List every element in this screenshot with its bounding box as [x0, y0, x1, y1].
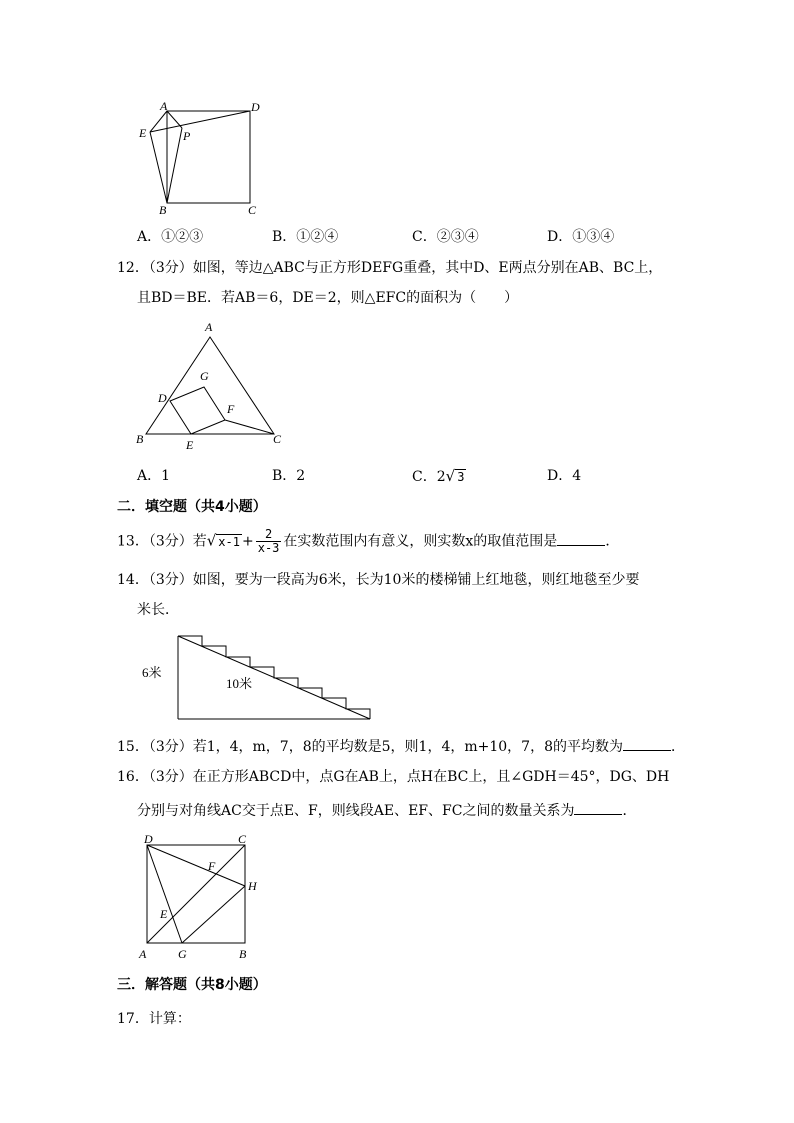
- q12-option-c-prefix: C．: [412, 469, 437, 485]
- fig16-label-f: F: [208, 859, 216, 873]
- q13-line: [117, 528, 619, 555]
- q15-end: ．: [670, 739, 685, 755]
- section-3-heading: 三．解答题（共8小题）: [117, 977, 267, 993]
- q13-fraction: [256, 528, 282, 555]
- answer-blank: [557, 531, 605, 546]
- q12-option-a: A．1: [137, 468, 171, 484]
- q12-option-d: D．4: [547, 468, 582, 484]
- q16-line-2: [137, 800, 636, 821]
- figure-q12-triangle-square: [130, 315, 290, 455]
- q13-prefix: 13．（3分）若: [117, 533, 207, 550]
- fig12-label-g: G: [200, 369, 209, 383]
- q13-frac-denominator: x-3: [257, 541, 280, 555]
- fig16-label-d: D: [144, 832, 153, 846]
- q16-line-1: 16．（3分）在正方形ABCD中，点G在AB上，点H在BC上，且∠GDH＝45°，DG、DH: [117, 769, 670, 785]
- fig16-label-a: A: [139, 947, 147, 961]
- fig12-label-c: C: [273, 432, 282, 446]
- q11-option-a: A．①②③: [137, 229, 204, 245]
- q12-line-1: 12．（3分）如图，等边△ABC与正方形DEFG重叠，其中D、E两点分别在AB、BC上，: [117, 260, 663, 276]
- q13-frac-numerator: 2: [256, 528, 282, 542]
- q15-text: 15．（3分）若1，4，m，7，8的平均数是5，则1，4，m+10，7，8的平均数为: [117, 739, 623, 755]
- q14-line-1: 14．（3分）如图，要为一段高为6米，长为10米的楼梯铺上红地毯，则红地毯至少要: [117, 572, 640, 588]
- fig12-label-a: A: [205, 320, 213, 334]
- q13-end: ．: [605, 533, 620, 550]
- fig11-label-c: C: [248, 203, 257, 217]
- fig12-label-d: D: [158, 391, 167, 405]
- q12-line-2: 且BD＝BE．若AB＝6，DE＝2，则△EFC的面积为（ ）: [137, 290, 519, 306]
- fig16-label-b: B: [239, 947, 247, 961]
- radical-sign-icon: √: [445, 467, 456, 485]
- figure-q11-square-abcd: [130, 96, 270, 220]
- fig16-label-g: G: [178, 947, 187, 961]
- q16-line-2-text: 分别与对角线AC交于点E、F，则线段AE、EF、FC之间的数量关系为: [137, 803, 575, 819]
- radical-sign-icon: √: [206, 531, 217, 550]
- section-2-heading: 二．填空题（共4小题）: [117, 499, 267, 515]
- q11-option-b: B．①②④: [272, 229, 339, 245]
- fig16-label-e: E: [160, 907, 168, 921]
- figure-q16-square-abcd: [130, 828, 270, 963]
- fig11-label-b: B: [159, 203, 167, 217]
- q11-option-d: D．①③④: [547, 229, 615, 245]
- fig11-label-e: E: [139, 126, 147, 140]
- q16-end: ．: [622, 803, 637, 819]
- q12-option-b: B．2: [272, 468, 306, 484]
- fig12-label-f: F: [227, 402, 235, 416]
- q14-line-2: 米长．: [137, 602, 179, 618]
- answer-blank: [574, 800, 622, 815]
- fig11-label-p: P: [183, 129, 191, 143]
- q12-option-c-coef: 2: [436, 469, 446, 485]
- q12-option-c: [412, 466, 466, 487]
- q13-suffix: 在实数范围内有意义，则实数x的取值范围是: [283, 533, 558, 550]
- fig14-height-label: 6米: [142, 665, 162, 680]
- q15-line: [117, 736, 685, 757]
- fig16-label-c: C: [238, 832, 247, 846]
- q17-line: 17．计算：: [117, 1011, 191, 1027]
- q13-plus: +: [241, 533, 254, 550]
- answer-blank: [623, 736, 671, 751]
- fig14-length-label: 10米: [226, 676, 253, 691]
- fig11-label-d: D: [251, 100, 260, 114]
- figure-q14-staircase: [130, 628, 380, 728]
- fig16-label-h: H: [248, 879, 257, 893]
- fig12-label-b: B: [136, 432, 144, 446]
- q12-option-c-radicand: 3: [457, 470, 465, 484]
- q11-option-c: C．②③④: [412, 229, 479, 245]
- fig12-label-e: E: [186, 438, 194, 452]
- q13-sqrt-expr: x-1: [218, 534, 240, 549]
- fig11-label-a: A: [160, 99, 168, 113]
